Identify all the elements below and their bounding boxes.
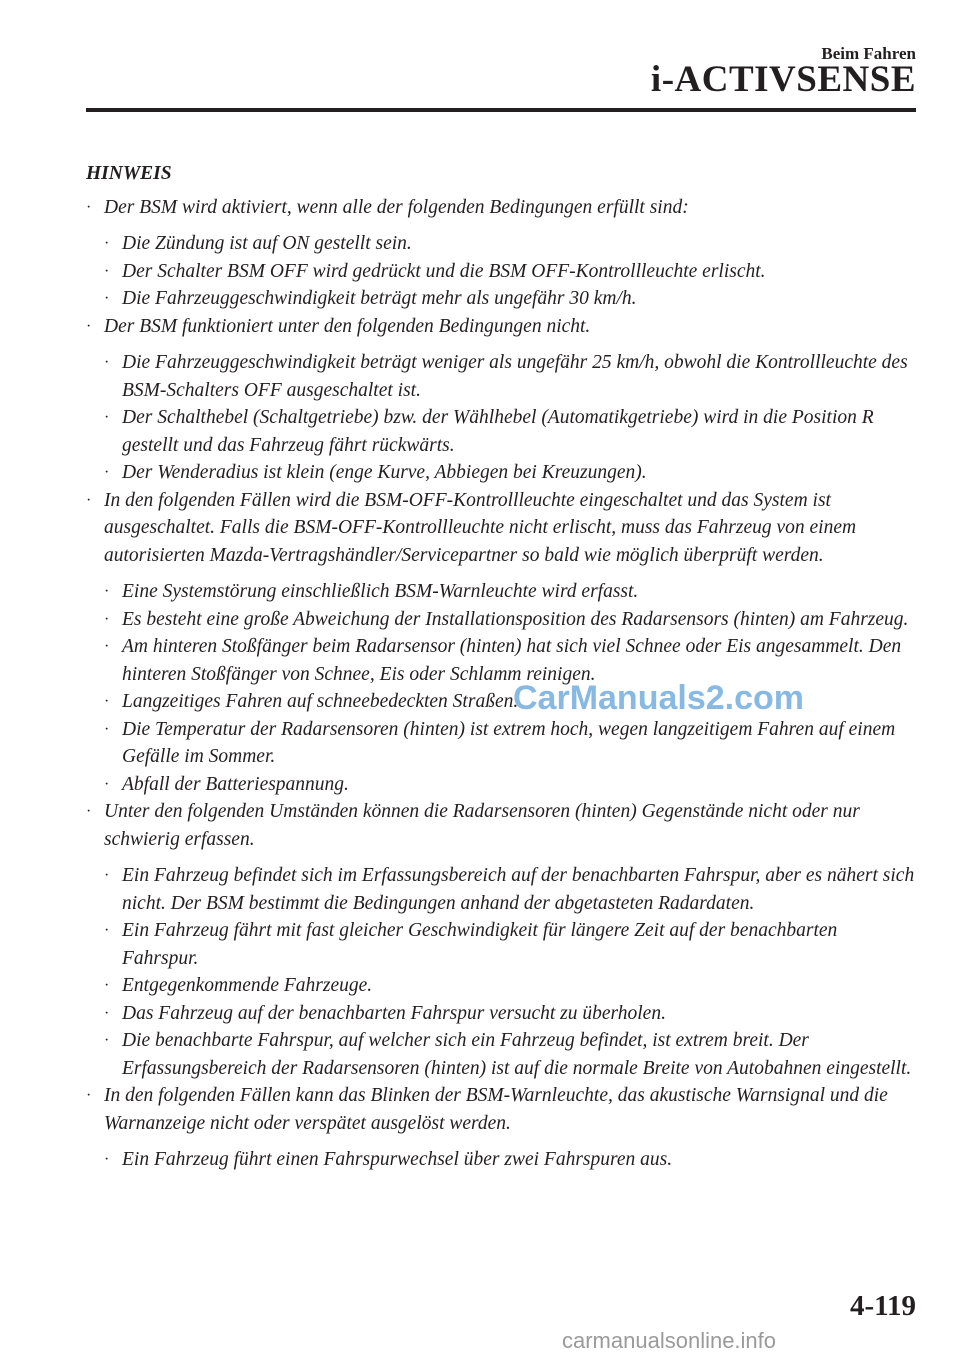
note-subitem-list — [86, 230, 918, 313]
note-subitem — [86, 862, 918, 917]
bullet-dot: · — [104, 867, 110, 884]
note-subitem — [86, 230, 918, 258]
bullet-dot: · — [104, 354, 110, 371]
note-item-group — [86, 194, 918, 313]
note-subitem-text: Der Schalthebel (Schaltgetriebe) bzw. der Wählhebel (Automatikgetriebe) wird in die Position R gestellt und das Fahrzeug fährt rückwärts. — [122, 407, 874, 456]
bullet-dot: · — [86, 198, 92, 216]
note-subitem — [86, 1146, 918, 1174]
note-item-text: Unter den folgenden Umständen können die Radarsensoren (hinten) Gegenstände nicht oder nur schwierig erfassen. — [104, 801, 860, 850]
note-subitem — [86, 771, 918, 799]
note-subitem-list — [86, 1146, 918, 1174]
note-subitem-text: Die Fahrzeuggeschwindigkeit beträgt mehr als ungefähr 30 km/h. — [122, 288, 637, 309]
note-subitem-text: Ein Fahrzeug fährt mit fast gleicher Geschwindigkeit für längere Zeit auf der benachbarten Fahrspur. — [122, 920, 838, 969]
note-subitem — [86, 578, 918, 606]
bullet-dot: · — [86, 803, 92, 820]
bullet-dot: · — [104, 409, 110, 426]
note-subitem-text: Am hinteren Stoßfänger beim Radarsensor (hinten) hat sich viel Schnee oder Eis angesammelt. Den hinteren Stoßfänger von Schnee, Eis oder Schlamm reinigen. — [122, 636, 902, 685]
note-item-group — [86, 798, 918, 1082]
note-subitem-text: Ein Fahrzeug befindet sich im Erfassungsbereich auf der benachbarten Fahrspur, aber es nähert sich nicht. Der BSM bestimmt die Bedingungen anhand der abgetasteten Radardaten. — [122, 865, 915, 914]
note-subitem-text: Die Zündung ist auf ON gestellt sein. — [122, 233, 412, 254]
note-subitem-text: Entgegenkommende Fahrzeuge. — [122, 975, 373, 996]
note-item-group — [86, 487, 918, 799]
bullet-dot: · — [86, 491, 92, 509]
note-subitem — [86, 404, 918, 459]
bullet-dot: · — [104, 583, 110, 600]
bullet-dot: · — [104, 1151, 110, 1168]
note-subitem — [86, 606, 918, 634]
note-item — [86, 798, 918, 853]
note-item — [86, 487, 918, 570]
note-subitem-text: Ein Fahrzeug führt einen Fahrspurwechsel über zwei Fahrspuren aus. — [122, 1149, 673, 1170]
note-subitem-text: Die Fahrzeuggeschwindigkeit beträgt weniger als ungefähr 25 km/h, obwohl die Kontrollleuchte des BSM-Schalters OFF ausgeschaltet ist. — [122, 352, 908, 401]
note-subitem-text: Eine Systemstörung einschließlich BSM-Warnleuchte wird erfasst. — [122, 581, 639, 602]
note-item-text: Der BSM funktioniert unter den folgenden Bedingungen nicht. — [104, 315, 591, 337]
bullet-dot: · — [104, 1032, 110, 1049]
bullet-dot: · — [86, 1087, 92, 1104]
note-item — [86, 194, 918, 222]
bullet-dot: · — [104, 1004, 110, 1022]
bullet-dot: · — [86, 317, 92, 335]
note-item — [86, 1082, 918, 1137]
note-subitem-text: Es besteht eine große Abweichung der Installationsposition des Radarsensors (hinten) am Fahrzeug. — [122, 608, 909, 630]
bullet-dot: · — [104, 610, 110, 628]
note-item-text: In den folgenden Fällen wird die BSM-OFF-Kontrollleuchte eingeschaltet und das System ist ausgeschaltet. Falls die BSM-OFF-Kontrollleuchte nicht erlischt, muss das Fahrzeug von einem autorisierten Mazda-Vertragshändler/Servicepartner so bald wie möglich überprüft werden. — [104, 489, 857, 566]
bullet-dot: · — [104, 775, 110, 793]
note-subitem — [86, 716, 918, 771]
note-subitem-text: Die Temperatur der Radarsensoren (hinten) ist extrem hoch, wegen langzeitigem Fahren auf einem Gefälle im Sommer. — [122, 718, 896, 767]
note-subitem-text: Abfall der Batteriespannung. — [122, 773, 349, 795]
note-heading: HINWEIS — [86, 163, 172, 184]
bullet-dot: · — [104, 464, 110, 481]
bullet-dot: · — [104, 638, 110, 655]
note-box — [86, 160, 918, 1174]
bullet-dot: · — [104, 290, 110, 307]
source-footer: carmanualsonline.info — [562, 1328, 777, 1353]
note-subitem — [86, 917, 918, 972]
note-item-text: Der BSM wird aktiviert, wenn alle der folgenden Bedingungen erfüllt sind: — [104, 196, 689, 218]
note-item-group — [86, 1082, 918, 1174]
note-item-group — [86, 313, 918, 487]
bullet-dot: · — [104, 693, 110, 710]
page-number: 4-119 — [849, 1290, 916, 1322]
bullet-dot: · — [104, 235, 110, 252]
note-subitem — [86, 1027, 918, 1082]
section-title: Beim Fahren — [821, 44, 916, 63]
note-subitem — [86, 1000, 918, 1028]
note-subitem — [86, 349, 918, 404]
watermark: CarManuals2.com — [513, 679, 804, 717]
note-subitem — [86, 285, 918, 313]
bullet-dot: · — [104, 977, 110, 994]
note-subitem-text: Der Schalter BSM OFF wird gedrückt und die BSM OFF-Kontrollleuchte erlischt. — [122, 260, 766, 282]
note-subitem-text: Der Wenderadius ist klein (enge Kurve, Abbiegen bei Kreuzungen). — [122, 462, 647, 483]
note-subitem — [86, 258, 918, 286]
note-subitem-text: Langzeitiges Fahren auf schneebedeckten Straßen. — [122, 691, 519, 712]
note-item — [86, 313, 918, 341]
bullet-dot: · — [104, 262, 110, 280]
bullet-dot: · — [104, 720, 110, 738]
note-subitem-text: Das Fahrzeug auf der benachbarten Fahrspur versucht zu überholen. — [122, 1002, 666, 1024]
note-subitem-list — [86, 349, 918, 487]
note-subitem-list — [86, 862, 918, 1082]
note-item-text: In den folgenden Fällen kann das Blinken der BSM-Warnleuchte, das akustische Warnsignal und die Warnanzeige nicht oder verspätet ausgelöst werden. — [104, 1085, 888, 1134]
note-subitem — [86, 972, 918, 1000]
header-divider — [86, 108, 916, 112]
note-subitem — [86, 459, 918, 487]
chapter-title: i-ACTIVSENSE — [650, 59, 916, 100]
note-subitem-text: Die benachbarte Fahrspur, auf welcher sich ein Fahrzeug befindet, ist extrem breit. Der Erfassungsbereich der Radarsensoren (hinten) ist auf die normale Breite von Autobahnen eingestellt. — [122, 1030, 912, 1079]
bullet-dot: · — [104, 922, 110, 939]
